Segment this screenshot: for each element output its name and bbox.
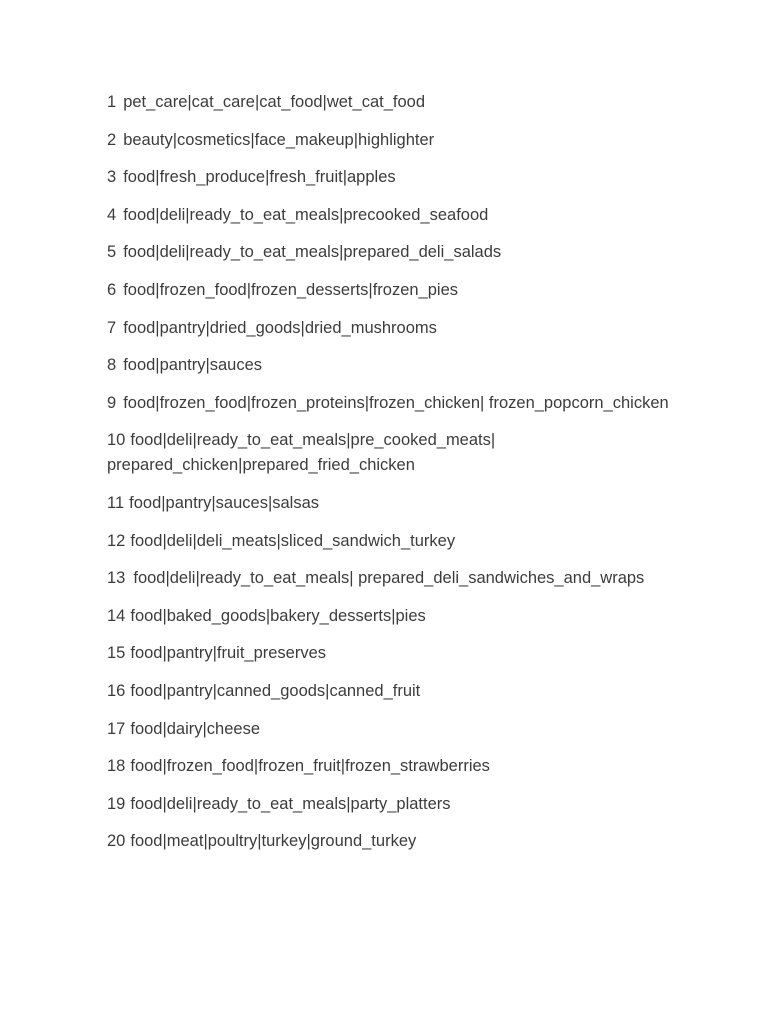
list-item (107, 491, 747, 516)
item-category-path: food|deli|deli_meats|sliced_sandwich_turkey (130, 531, 456, 550)
list-item (107, 679, 747, 704)
item-category-path: food|fresh_produce|fresh_fruit|apples (123, 168, 396, 187)
item-number: 19 (107, 794, 126, 813)
list-item (107, 90, 747, 115)
item-category-path: food|frozen_food|frozen_desserts|frozen_pies (123, 280, 459, 299)
item-category-path: food|dairy|cheese (130, 719, 261, 738)
item-number: 1 (107, 93, 117, 111)
item-number: 10 (107, 431, 126, 450)
item-number: 17 (107, 719, 126, 738)
item-category-path: pet_care|cat_care|cat_food|wet_cat_food (123, 93, 425, 111)
item-number: 16 (107, 681, 126, 700)
item-category-path: food|pantry|canned_goods|canned_fruit (130, 681, 421, 700)
list-item (107, 316, 747, 341)
item-category-path: food|deli|ready_to_eat_meals|prepared_deli_salads (123, 243, 502, 262)
item-number: 6 (107, 280, 117, 299)
item-number: 8 (107, 356, 117, 375)
item-category-path: food|deli|ready_to_eat_meals|precooked_seafood (123, 205, 489, 224)
item-number: 7 (107, 318, 117, 337)
item-category-path: beauty|cosmetics|face_makeup|highlighter (123, 130, 435, 149)
item-number: 14 (107, 606, 126, 625)
item-category-path: food|deli|ready_to_eat_meals| prepared_deli_sandwiches_and_wraps (133, 569, 645, 588)
item-category-path: food|meat|poultry|turkey|ground_turkey (130, 832, 417, 851)
list-item (107, 203, 747, 228)
list-item (107, 240, 747, 265)
item-category-path: food|deli|ready_to_eat_meals|pre_cooked_meats| prepared_chicken|prepared_fried_chicken (107, 431, 496, 475)
list-item (107, 128, 747, 153)
item-number: 2 (107, 130, 117, 149)
list-item (107, 428, 747, 478)
item-number: 4 (107, 205, 117, 224)
item-category-path: food|deli|ready_to_eat_meals|party_platters (130, 794, 451, 813)
list-item (107, 829, 747, 854)
list-item (107, 391, 747, 416)
list-item (107, 754, 747, 779)
item-number: 11 (107, 493, 125, 512)
list-item (107, 566, 747, 591)
list-item (107, 641, 747, 666)
list-item (107, 604, 747, 629)
item-category-path: food|pantry|dried_goods|dried_mushrooms (123, 318, 437, 337)
list-item (107, 353, 747, 378)
item-number: 13 (107, 569, 126, 588)
list-item (107, 717, 747, 742)
item-number: 9 (107, 393, 117, 412)
item-number: 20 (107, 832, 126, 851)
list-item (107, 792, 747, 817)
item-number: 5 (107, 243, 117, 262)
list-item (107, 278, 747, 303)
item-category-path: food|frozen_food|frozen_proteins|frozen_chicken| frozen_popcorn_chicken (123, 393, 669, 412)
item-category-path: food|pantry|fruit_preserves (130, 644, 327, 663)
item-number: 3 (107, 168, 117, 187)
list-item (107, 529, 747, 554)
item-number: 15 (107, 644, 126, 663)
item-category-path: food|pantry|sauces|salsas (129, 493, 320, 512)
list-item (107, 165, 747, 190)
item-category-path: food|pantry|sauces (123, 356, 263, 375)
category-list (107, 90, 747, 867)
item-category-path: food|baked_goods|bakery_desserts|pies (130, 606, 426, 625)
item-category-path: food|frozen_food|frozen_fruit|frozen_strawberries (130, 757, 490, 776)
item-number: 12 (107, 531, 126, 550)
item-number: 18 (107, 757, 126, 776)
